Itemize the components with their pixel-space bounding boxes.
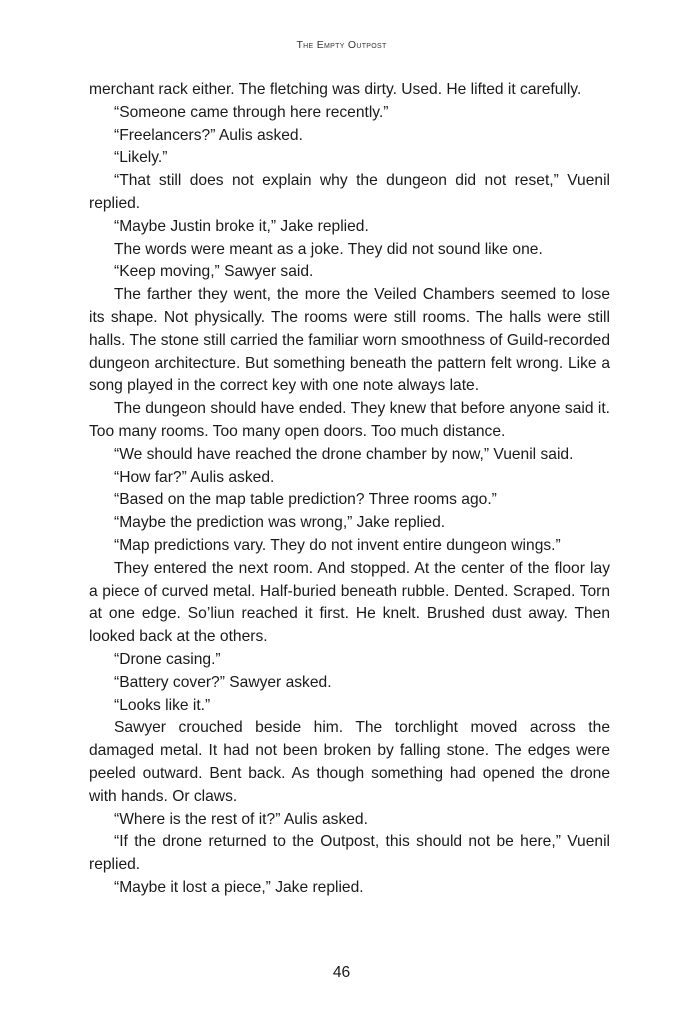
paragraph: “Freelancers?” Aulis asked.: [114, 126, 303, 144]
paragraph: “Looks like it.”: [114, 696, 211, 714]
paragraph: “How far?” Aulis asked.: [114, 468, 275, 486]
paragraph: The farther they went, the more the Veiled Chambers seemed to lose its shape. Not physically. The rooms were still rooms. The halls were still halls. The stone still carried the familiar worn smoothness of Guild-recorded dungeon architecture. But something beneath the pattern felt wrong. Like a song played in the correct key with one note always late.: [89, 286, 610, 395]
paragraph: “If the drone returned to the Outpost, this should not be here,” Vuenil replied.: [89, 833, 610, 874]
running-header: The Empty Outpost: [296, 39, 387, 51]
paragraph: “Based on the map table prediction? Three rooms ago.”: [114, 491, 497, 509]
paragraph: The words were meant as a joke. They did not sound like one.: [114, 240, 543, 258]
paragraph: “That still does not explain why the dungeon did not reset,” Vuenil replied.: [89, 172, 610, 212]
paragraph: They entered the next room. And stopped. At the center of the floor lay a piece of curved metal. Half-buried beneath rubble. Dented. Scraped. Torn at one edge. So’liun reached it first. He knelt. Brushed dust away. Then looked back at the others.: [89, 559, 610, 646]
paragraph: “Maybe Justin broke it,” Jake replied.: [114, 217, 369, 235]
paragraph: “Battery cover?” Sawyer asked.: [114, 673, 332, 691]
paragraph: Sawyer crouched beside him. The torchlight moved across the damaged metal. It had not been broken by falling stone. The edges were peeled outward. Bent back. As though something had opened the drone with hands. Or claws.: [89, 719, 610, 805]
paragraph: “Where is the rest of it?” Aulis asked.: [114, 810, 368, 828]
paragraph: “Someone came through here recently.”: [114, 103, 389, 121]
paragraph: “Keep moving,” Sawyer said.: [114, 263, 314, 281]
paragraph: “Likely.”: [114, 149, 168, 167]
paragraph: merchant rack either. The fletching was dirty. Used. He lifted it carefully.: [89, 81, 582, 98]
paragraph: “Drone casing.”: [114, 650, 221, 668]
paragraph: “Maybe the prediction was wrong,” Jake replied.: [114, 514, 446, 532]
paragraph: The dungeon should have ended. They knew that before anyone said it. Too many rooms. Too many open doors. Too much distance.: [89, 400, 610, 440]
page-number: 46: [332, 964, 351, 981]
paragraph: “We should have reached the drone chamber by now,” Vuenil said.: [114, 445, 574, 463]
paragraph: “Maybe it lost a piece,” Jake replied.: [114, 878, 364, 896]
body-text: [89, 79, 610, 900]
paragraph: “Map predictions vary. They do not invent entire dungeon wings.”: [114, 536, 561, 554]
